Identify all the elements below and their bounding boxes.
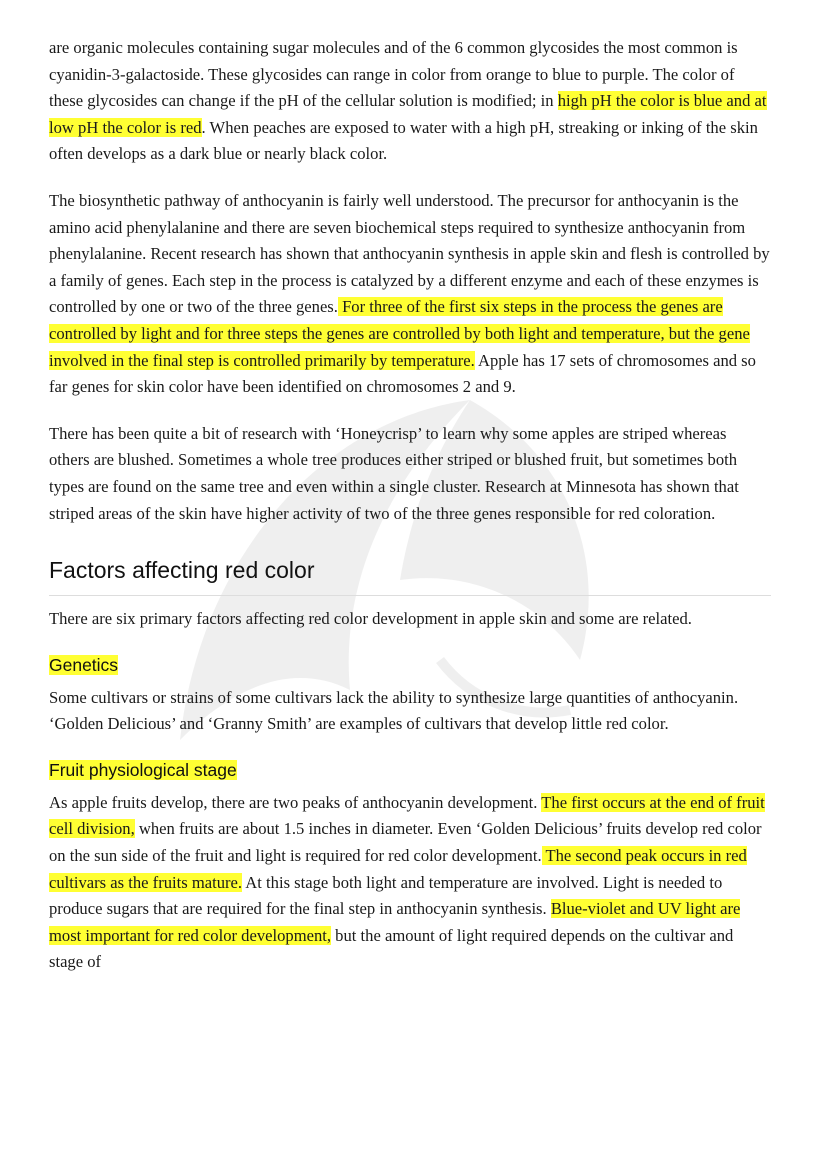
paragraph-anthocyanin-glycosides — [49, 35, 771, 168]
text-run: Some cultivars or strains of some cultivars lack the ability to synthesize large quantities of anthocyanin. ‘Golden Delicious’ and ‘Granny Smith’ are examples of cultivars that develop little red color. — [49, 687, 739, 734]
highlighted-text: The second peak occurs in red cultivars as the fruits mature. — [49, 846, 747, 892]
paragraph-biosynthetic-pathway — [49, 188, 771, 401]
subheading-fruit-stage-text: Fruit physiological stage — [49, 759, 237, 780]
paragraph-six-factors — [49, 606, 771, 633]
text-run: At this stage both light and temperature are involved. Light is needed to produce sugars that are required for the final step in anthocyanin synthesis. — [49, 872, 723, 919]
subheading-fruit-physiological-stage — [49, 758, 771, 782]
text-run: There has been quite a bit of research with ‘Honeycrisp’ to learn why some apples are striped whereas others are blushed. Sometimes a whole tree produces either striped or blushed fruit, but sometimes both types are found on the same tree and even within a single cluster. Research at Minnesota has shown that striped areas of the skin have higher activity of two of the three genes responsible for red coloration. — [49, 423, 739, 523]
text-run: There are six primary factors affecting red color development in apple skin and some are related. — [49, 609, 692, 629]
text-run: when fruits are about 1.5 inches in diameter. Even ‘Golden Delicious’ fruits develop red color on the sun side of the fruit and light is required for red color development. — [49, 819, 762, 866]
text-run: Apple has 17 sets of chromosomes and so far genes for skin color have been identified on chromosomes 2 and 9. — [49, 350, 756, 397]
text-run: As apple fruits develop, there are two peaks of anthocyanin development. — [49, 792, 542, 812]
subheading-genetics-text: Genetics — [49, 654, 119, 675]
section-heading-factors: Factors affecting red color — [49, 555, 771, 596]
text-run: . When peaches are exposed to water with a high pH, streaking or inking of the skin often develops as a dark blue or nearly black color. — [49, 117, 758, 164]
paragraph-honeycrisp-research — [49, 421, 771, 527]
text-run: but the amount of light required depends on the cultivar and stage of — [49, 925, 734, 972]
paragraph-fruit-stage — [49, 790, 771, 976]
paragraph-genetics — [49, 685, 771, 738]
highlighted-text: For three of the first six steps in the process the genes are controlled by light and for three steps the genes are controlled by both light and temperature, but the gene involved in the final step is controlled primarily by temperature. — [49, 297, 750, 370]
highlighted-text: high pH the color is blue and at low pH the color is red — [49, 91, 767, 137]
subheading-genetics — [49, 653, 771, 677]
text-run: are organic molecules containing sugar molecules and of the 6 common glycosides the most common is cyanidin-3-galactoside. These glycosides can range in color from orange to blue to purple. The color of these glycosides can change if the pH of the cellular solution is modified; in — [49, 38, 738, 111]
document-page — [49, 35, 771, 976]
highlighted-text: Blue-violet and UV light are most important for red color development, — [49, 899, 741, 945]
text-run: The biosynthetic pathway of anthocyanin is fairly well understood. The precursor for anthocyanin is the amino acid phenylalanine and there are seven biochemical steps required to synthesize anthocyanin from phenylalanine. Recent research has shown that anthocyanin synthesis in apple skin and flesh is controlled by a family of genes. Each step in the process is catalyzed by a different enzyme and each of these enzymes is controlled by one or two of the three genes. — [49, 190, 770, 317]
highlighted-text: The first occurs at the end of fruit cell division, — [49, 792, 765, 839]
